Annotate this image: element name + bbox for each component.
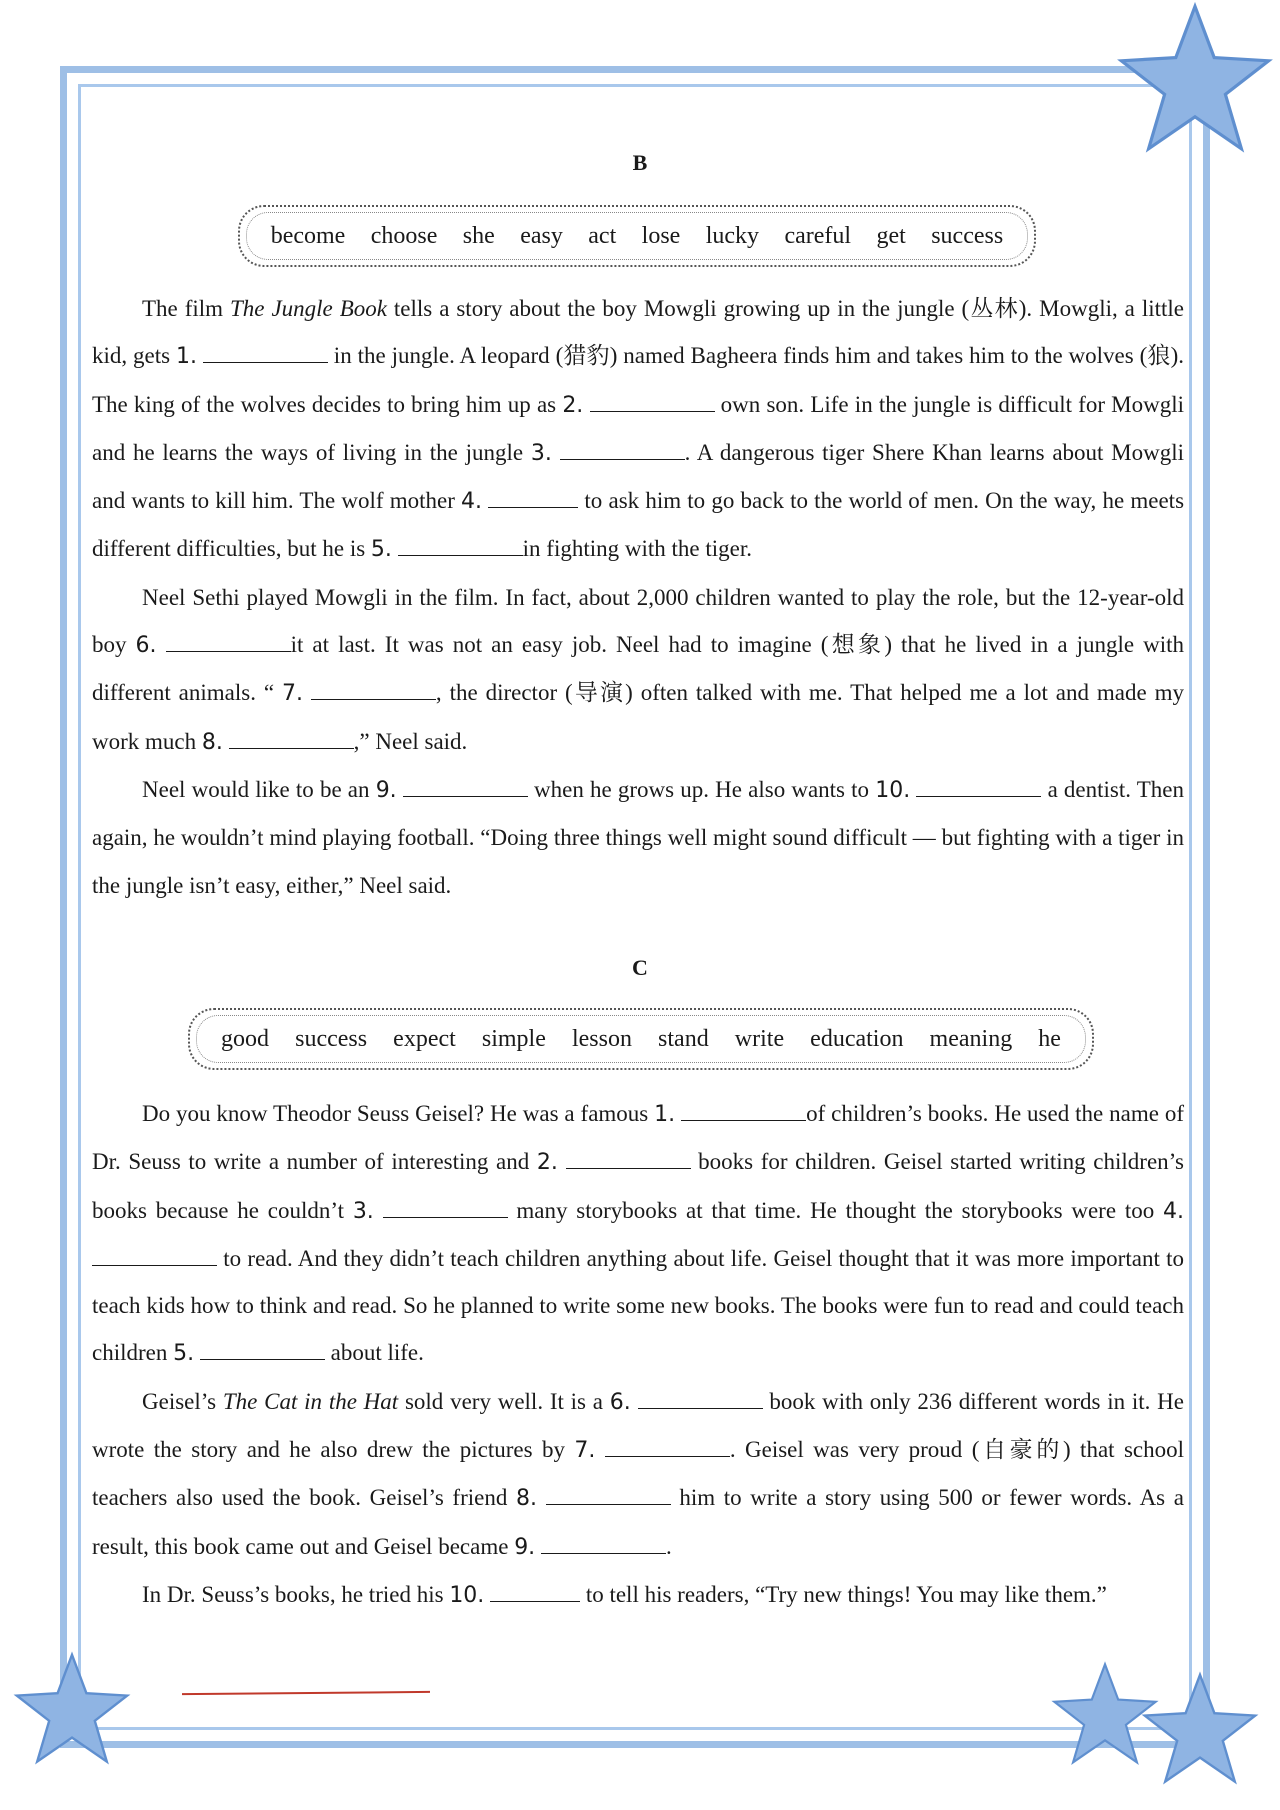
word-bank-item: lose: [641, 222, 681, 249]
blank-number: 5.: [173, 1341, 195, 1367]
text: him to write a story using 500 or fewer words. As a result, this book came out and Geisel became: [92, 1485, 1184, 1559]
text: to read. And they didn’t teach children anything about life. Geisel thought that it was more important to teach kids how to think and read. So he planned to write some new books. The books were fun to read and could teach children: [92, 1245, 1184, 1366]
text: .: [665, 1533, 672, 1559]
blank-number: 10.: [875, 777, 911, 803]
word-bank-c: [188, 1008, 1094, 1070]
passage-c: [92, 1090, 1184, 1619]
text: books for children. Geisel started writing children’s books because he couldn’t: [92, 1149, 1185, 1223]
blank-number: 9.: [375, 777, 397, 803]
paragraph: [92, 285, 1184, 574]
blank-number: 3.: [530, 440, 552, 466]
blank-number: 4.: [1163, 1198, 1184, 1224]
text: it at last. It was not an easy job. Neel had to imagine (想象) that he lived in a jungle with different animals. “: [92, 632, 1184, 706]
word-bank-b: [238, 205, 1036, 267]
paragraph: [92, 1090, 1184, 1378]
answer-blank[interactable]: [311, 698, 436, 700]
answer-blank[interactable]: [605, 1455, 730, 1457]
section-c-heading: C: [632, 955, 648, 980]
text: of children’s books. He used the name of Dr. Seuss to write a number of interesting and: [92, 1101, 1184, 1175]
text: The film: [142, 296, 230, 321]
blank-number: 3.: [352, 1198, 374, 1224]
star-icon-top-right: [1115, 0, 1275, 160]
text: Do you know Theodor Seuss Geisel? He was a famous: [142, 1101, 655, 1126]
text: ,” Neel said.: [353, 728, 468, 754]
answer-blank[interactable]: [590, 410, 715, 412]
star-icon-bottom-left: [12, 1650, 132, 1770]
text: , the director (导演) often talked with me. That helped me a lot and made my work much: [92, 680, 1184, 754]
blank-number: 7.: [282, 681, 303, 707]
word-bank-item: simple: [481, 1025, 546, 1052]
paragraph: [92, 1571, 1184, 1619]
word-bank-item: lesson: [571, 1025, 632, 1052]
word-bank-item: easy: [520, 222, 563, 249]
blank-number: 6.: [609, 1389, 631, 1415]
blank-number: 5.: [370, 537, 392, 563]
answer-blank[interactable]: [403, 795, 528, 797]
answer-blank[interactable]: [681, 1119, 806, 1121]
text: own son. Life in the jungle is difficult for Mowgli and he learns the ways of living in the jungle: [92, 391, 1184, 465]
text: to tell his readers, “Try new things! You may like them.”: [580, 1581, 1107, 1607]
answer-blank[interactable]: [916, 795, 1041, 797]
text: about life.: [324, 1340, 424, 1366]
text: many storybooks at that time. He thought the storybooks were too: [507, 1197, 1163, 1223]
text: sold very well. It is a: [398, 1388, 610, 1414]
answer-blank[interactable]: [383, 1216, 508, 1218]
text: in the jungle. A leopard (猎豹) named Bagheera finds him and takes him to the wolves (狼). The king of the wolves decides to bring him up as: [92, 343, 1184, 417]
text: when he grows up. He also wants to: [527, 776, 876, 802]
answer-blank[interactable]: [203, 361, 328, 363]
answer-blank[interactable]: [200, 1358, 325, 1360]
word-bank-item: she: [462, 222, 495, 249]
blank-number: 10.: [449, 1582, 485, 1608]
section-b-heading: B: [632, 150, 648, 175]
text: Neel Sethi played Mowgli in the film. In fact, about 2,000 children wanted to play the role, but the 12-year-old boy: [92, 584, 1184, 658]
star-icon-bottom-right-2: [1140, 1670, 1260, 1790]
blank-number: 8.: [516, 1486, 538, 1512]
text: . Geisel was very proud (自豪的) that school teachers also used the book. Geisel’s friend: [92, 1437, 1185, 1511]
word-bank-item: meaning: [929, 1025, 1013, 1052]
word-bank-item: become: [270, 222, 346, 249]
word-bank-item: act: [588, 222, 617, 249]
word-bank-item: get: [876, 222, 906, 249]
answer-blank[interactable]: [398, 554, 523, 556]
word-bank-item: careful: [784, 222, 852, 249]
film-title: The Jungle Book: [230, 296, 387, 321]
blank-number: 1.: [176, 344, 197, 370]
text: Neel would like to be an: [142, 776, 376, 802]
answer-blank[interactable]: [229, 747, 354, 749]
blank-number: 7.: [574, 1438, 596, 1464]
paragraph: [92, 574, 1184, 766]
blank-number: 6.: [135, 633, 157, 659]
text: In Dr. Seuss’s books, he tried his: [142, 1581, 450, 1607]
text: to ask him to go back to the world of men. On the way, he meets different difficulties, but he is: [92, 488, 1185, 562]
text: in fighting with the tiger.: [522, 536, 753, 562]
answer-blank[interactable]: [490, 1600, 580, 1602]
word-bank-item: success: [295, 1025, 368, 1052]
word-bank-item: success: [931, 222, 1004, 249]
answer-blank[interactable]: [638, 1407, 763, 1409]
text: tells a story about the boy Mowgli growing up in the jungle (丛林). Mowgli, a little kid, gets: [92, 296, 1184, 369]
answer-blank[interactable]: [566, 1167, 691, 1169]
word-bank-item: expect: [393, 1025, 456, 1052]
word-bank-item: he: [1038, 1025, 1061, 1052]
paragraph: [92, 1378, 1184, 1571]
text: a dentist. Then again, he wouldn’t mind playing football. “Doing three things well might sound difficult — but fighting with a tiger in the jungle isn’t easy, either,” Neel said.: [92, 776, 1185, 898]
passage-b: [92, 285, 1184, 909]
answer-blank[interactable]: [166, 650, 291, 652]
book-title: The Cat in the Hat: [222, 1388, 399, 1414]
answer-blank[interactable]: [560, 458, 685, 460]
answer-blank[interactable]: [541, 1552, 666, 1554]
blank-number: 1.: [654, 1102, 676, 1127]
text: Geisel’s: [142, 1388, 223, 1414]
blank-number: 4.: [461, 489, 483, 515]
word-bank-item: lucky: [705, 222, 760, 249]
word-bank-item: choose: [370, 222, 438, 249]
blank-number: 2.: [562, 392, 584, 418]
text: . A dangerous tiger Shere Khan learns about Mowgli and wants to kill him. The wolf mother: [92, 439, 1185, 514]
answer-blank[interactable]: [488, 506, 578, 508]
blank-number: 8.: [201, 729, 223, 755]
paragraph: [92, 766, 1184, 909]
answer-blank[interactable]: [546, 1503, 671, 1505]
word-bank-item: education: [810, 1025, 904, 1052]
word-bank-item: stand: [658, 1025, 709, 1052]
answer-blank[interactable]: [92, 1264, 217, 1266]
word-bank-item: write: [734, 1025, 785, 1052]
text: book with only 236 different words in it. He wrote the story and he also drew the pictures by: [92, 1388, 1184, 1463]
blank-number: 2.: [536, 1150, 558, 1176]
word-bank-item: good: [221, 1025, 270, 1052]
blank-number: 9.: [514, 1534, 536, 1560]
